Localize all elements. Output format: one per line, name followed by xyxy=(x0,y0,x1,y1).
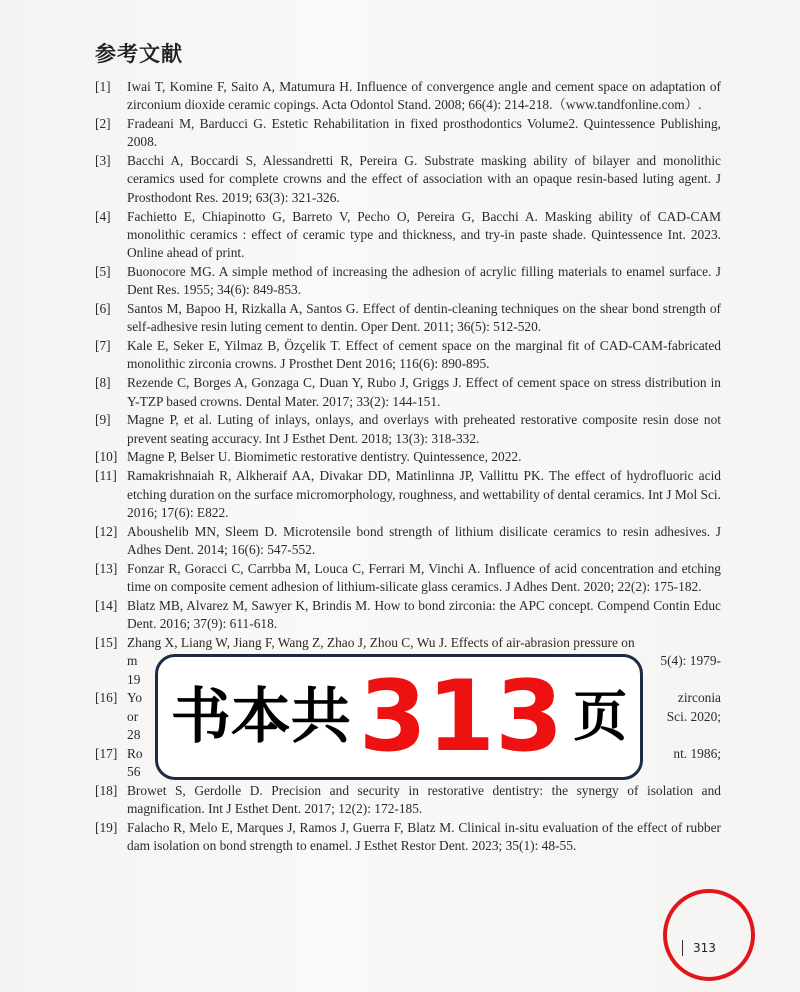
reference-item xyxy=(95,337,721,374)
reference-number: [12] xyxy=(95,523,118,539)
reference-text: Ramakrishnaiah R, Alkheraif AA, Divakar DD, Matinlinna JP, Vallittu PK. The effect of hydrofluoric acid etching duration on the surface micromorphology, roughness, and wettability of dental ceramics. Int J Mol Sci. 2016; 17(6): E822. xyxy=(127,468,721,520)
reference-number: [9] xyxy=(95,412,111,428)
reference-list xyxy=(95,78,721,856)
reference-text: Buonocore MG. A simple method of increasing the adhesion of acrylic filling materials to enamel surface. J Dent Res. 1955; 34(6): 849-853. xyxy=(127,263,721,298)
reference-item xyxy=(95,448,721,466)
reference-item xyxy=(95,597,721,634)
banner-suffix: 页 xyxy=(573,685,628,749)
reference-number: [16] xyxy=(95,690,118,706)
reference-fragment-left: 19 xyxy=(127,671,141,687)
page-count-banner xyxy=(155,654,643,780)
section-title: 参考文献 xyxy=(95,42,183,66)
page-number: 313 xyxy=(682,940,716,956)
reference-fragment-right: 5(4): 1979- xyxy=(660,653,721,669)
reference-item xyxy=(95,374,721,411)
reference-text: Fonzar R, Goracci C, Carrbba M, Louca C, Ferrari M, Vinchi A. Influence of acid concentration and etching time on composite cement adhesion of lithium-silicate glass ceramics. J Adhes Dent. 2020; 22(2): 175-182. xyxy=(127,560,721,595)
reference-text: Magne P, Belser U. Biomimetic restorative dentistry. Quintessence, 2022. xyxy=(127,449,522,465)
reference-number: [14] xyxy=(95,597,118,613)
reference-text: Aboushelib MN, Sleem D. Microtensile bond strength of lithium disilicate ceramics to resin adhesives. J Adhes Dent. 2014; 16(6): 547-552. xyxy=(127,523,721,557)
reference-item xyxy=(95,782,721,819)
reference-text: Iwai T, Komine F, Saito A, Matumura H. Influence of convergence angle and cement space on adaptation of zirconium dioxide ceramic copings. Acta Odontol Stand. 2008; 66(4): 214-218.（www.tandfonline.com）. xyxy=(127,79,721,113)
reference-number: [19] xyxy=(95,819,118,835)
reference-number: [13] xyxy=(95,560,118,576)
reference-item xyxy=(95,819,721,856)
reference-item xyxy=(95,115,721,152)
reference-fragment-left: m xyxy=(127,653,138,669)
reference-text: Fradeani M, Barducci G. Estetic Rehabilitation in fixed prosthodontics Volume2. Quintessence Publishing, 2008. xyxy=(127,116,721,150)
reference-number: [6] xyxy=(95,301,111,317)
reference-text: Santos M, Bapoo H, Rizkalla A, Santos G. Effect of dentin-cleaning techniques on the shear bond strength of self-adhesive resin luting cement to dentin. Oper Dent. 2011; 36(5): 512-520. xyxy=(127,301,721,335)
reference-fragment-right: Sci. 2020; xyxy=(666,708,721,724)
reference-text: Bacchi A, Boccardi S, Alessandretti R, Pereira G. Substrate masking ability of bilayer and monolithic ceramics used for complete crowns and the effect of association with an opaque resin-based luting agent. J Prosthodont Res. 2019; 63(3): 321-326. xyxy=(127,153,721,205)
reference-item xyxy=(95,523,721,560)
reference-item xyxy=(95,208,721,263)
reference-fragment-left: Yo xyxy=(127,690,143,706)
reference-number: [11] xyxy=(95,468,117,484)
reference-number: [7] xyxy=(95,338,111,354)
reference-line xyxy=(127,634,721,652)
reference-item xyxy=(95,300,721,337)
reference-number: [2] xyxy=(95,116,111,132)
reference-number: [3] xyxy=(95,153,111,169)
banner-page-count: 313 xyxy=(358,660,564,775)
reference-number: [18] xyxy=(95,782,118,798)
reference-fragment-left: or xyxy=(127,708,139,724)
reference-fragment-left: Zhang X, Liang W, Jiang F, Wang Z, Zhao J, Zhou C, Wu J. Effects of air-abrasion pressure on xyxy=(127,634,635,650)
reference-text: Magne P, et al. Luting of inlays, onlays, and overlays with preheated restorative composite resin dose not prevent seating accuracy. Int J Esthet Dent. 2018; 13(3): 318-332. xyxy=(127,412,721,446)
partially-covered-references xyxy=(95,634,721,781)
reference-item xyxy=(95,263,721,300)
reference-fragment-right: zirconia xyxy=(677,690,721,706)
reference-number: [1] xyxy=(95,79,111,94)
reference-number: [8] xyxy=(95,375,111,391)
reference-number: [17] xyxy=(95,745,118,761)
reference-text: Kale E, Seker E, Yilmaz B, Özçelik T. Effect of cement space on the marginal fit of CAD-CAM-fabricated monolithic zirconia crowns. J Prosthet Dent 2016; 116(6): 890-895. xyxy=(127,338,721,372)
reference-number: [15] xyxy=(95,634,118,650)
reference-number: [4] xyxy=(95,208,111,224)
reference-text: Rezende C, Borges A, Gonzaga C, Duan Y, Rubo J, Griggs J. Effect of cement space on stress distribution in Y-TZP based crowns. Dental Mater. 2017; 33(2): 144-151. xyxy=(127,375,721,409)
reference-fragment-right: nt. 1986; xyxy=(673,745,721,761)
reference-item xyxy=(95,560,721,597)
reference-text: Blatz MB, Alvarez M, Sawyer K, Brindis M. How to bond zirconia: the APC concept. Compend Contin Educ Dent. 2016; 37(9): 611-618. xyxy=(127,597,721,632)
reference-fragment-left: 28 xyxy=(127,726,141,742)
reference-text: Falacho R, Melo E, Marques J, Ramos J, Guerra F, Blatz M. Clinical in-situ evaluation of the effect of rubber dam isolation on bond strength to enamel. J Esthet Restor Dent. 2023; 35(1): 48-55. xyxy=(127,819,721,854)
reference-item xyxy=(95,467,721,522)
reference-item xyxy=(95,152,721,207)
reference-text: Fachietto E, Chiapinotto G, Barreto V, Pecho O, Pereira G, Bacchi A. Masking ability of CAD-CAM monolithic ceramics : effect of ceramic type and thickness, and try-in paste shade. Quintessence Int. 2023. Online ahead of print. xyxy=(127,208,721,261)
reference-fragment-left: 56 xyxy=(127,763,141,779)
reference-text: Browet S, Gerdolle D. Precision and security in restorative dentistry: the synergy of isolation and magnification. Int J Esthet Dent. 2017; 12(2): 172-185. xyxy=(127,782,721,817)
reference-item xyxy=(95,411,721,448)
reference-number: [5] xyxy=(95,263,111,279)
page-number-highlight-circle xyxy=(663,889,755,981)
reference-number: [10] xyxy=(95,449,118,465)
reference-item xyxy=(95,78,721,115)
reference-fragment-left: Ro xyxy=(127,745,143,761)
banner-prefix: 书本共 xyxy=(170,682,351,753)
